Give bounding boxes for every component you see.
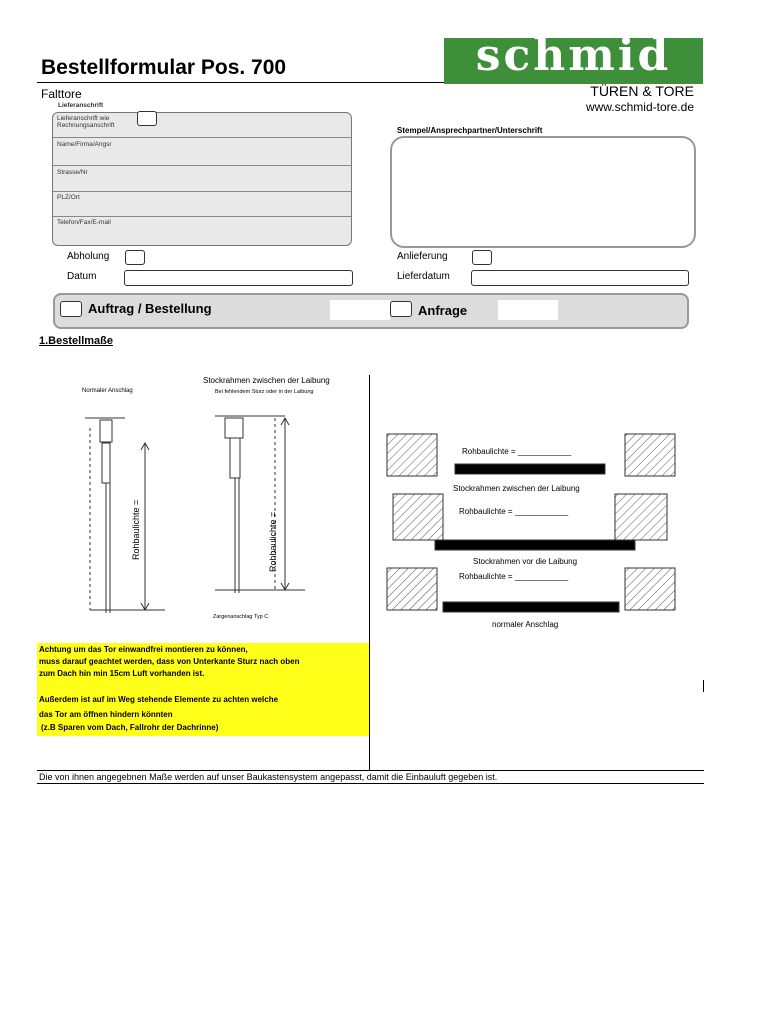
same-as-billing-label: Lieferanschrift wie Rechnungsanschrift: [57, 115, 115, 129]
title-rule: [37, 82, 444, 83]
section-drawings: [75, 398, 355, 638]
caption-normaler-anschlag: normaler Anschlag: [492, 620, 559, 629]
page-title: Bestellformular Pos. 700: [41, 56, 287, 79]
diagram-b-title: Stockrahmen zwischen der Laibung: [203, 376, 330, 385]
pickup-date-input[interactable]: [124, 270, 353, 286]
notice-box: [37, 643, 369, 736]
delivery-checkbox[interactable]: [472, 250, 492, 265]
inquiry-checkbox[interactable]: [390, 301, 412, 317]
delivery-date-input[interactable]: [471, 270, 689, 286]
notice-line: Achtung um das Tor einwandfrei montieren zu können,: [39, 645, 248, 654]
bar-gap: [330, 300, 390, 320]
address-box: [52, 112, 352, 246]
pickup-label: Abholung: [67, 251, 110, 262]
bar-gap: [498, 300, 558, 320]
inquiry-label: Anfrage: [418, 303, 468, 318]
stamp-label: Stempel/Ansprechpartner/Unterschrift: [397, 126, 543, 135]
street-label: Strasse/Nr: [57, 169, 88, 176]
divider: [53, 165, 351, 166]
notice-line: Außerdem ist auf im Weg stehende Elemente zu achten welche: [39, 695, 279, 704]
rohbau-label-2: Rohbaulichte = ____________: [459, 507, 569, 516]
logo: schmid: [475, 30, 672, 81]
diagram-a-title: Normaler Anschlag: [82, 388, 133, 394]
same-as-billing-checkbox[interactable]: [137, 111, 157, 126]
stamp-field[interactable]: [390, 136, 696, 248]
diagram-b-subtitle: Bei fehlendem Sturz oder in der Laibung: [215, 389, 314, 395]
delivery-label: Anlieferung: [397, 251, 448, 262]
address-heading: Lieferanschrift: [58, 102, 104, 109]
caption-stockrahmen-vor: Stockrahmen vor die Laibung: [473, 557, 578, 566]
footer-rule-top: [37, 770, 704, 771]
divider: [53, 216, 351, 217]
diagram-b-note: Zargenanschlag Typ C: [213, 614, 269, 620]
order-type-bar: [53, 293, 689, 329]
zip-label: PLZ/Ort: [57, 194, 80, 201]
phone-label: Telefon/Fax/E-mail: [57, 219, 111, 226]
website-url: www.schmid-tore.de: [585, 100, 694, 114]
rohbau-label-1: Rohbaulichte = ____________: [462, 447, 572, 456]
marker: [703, 680, 704, 692]
footer-rule-bottom: [37, 783, 704, 784]
order-checkbox[interactable]: [60, 301, 82, 317]
rohbau-label-3: Rohbaulichte = ____________: [459, 572, 569, 581]
section-heading: 1.Bestellmaße: [39, 335, 113, 347]
logo-subtitle: TÜREN & TORE: [590, 83, 694, 99]
dimension-label-a: Rohbaulichte =: [131, 499, 141, 560]
opening-diagrams: [385, 430, 695, 620]
pickup-checkbox[interactable]: [125, 250, 145, 265]
divider: [53, 137, 351, 138]
divider: [53, 191, 351, 192]
notice-line: muss darauf geachtet werden, dass von Unterkante Sturz nach oben: [39, 657, 300, 666]
dimension-label-b: Rohbaulichte =: [268, 511, 278, 572]
order-label: Auftrag / Bestellung: [88, 301, 212, 316]
name-label: Name/Firma/Angsr: [57, 141, 112, 148]
page-subtitle: Falttore: [41, 87, 82, 101]
notice-line: zum Dach hin min 15cm Luft vorhanden ist.: [39, 669, 205, 678]
caption-stockrahmen-zwischen: Stockrahmen zwischen der Laibung: [453, 484, 580, 493]
notice-line: (z.B Sparen vom Dach, Fallrohr der Dachrinne): [41, 723, 219, 732]
delivery-date-label: Lieferdatum: [397, 271, 450, 282]
column-divider: [369, 375, 370, 770]
date-label: Datum: [67, 271, 97, 282]
footer-note: Die von ihnen angegebnen Maße werden auf unser Baukastensystem angepasst, damit die Einbauluft gegeben ist.: [39, 772, 498, 782]
notice-line: das Tor am öffnen hindern könnten: [39, 710, 173, 719]
